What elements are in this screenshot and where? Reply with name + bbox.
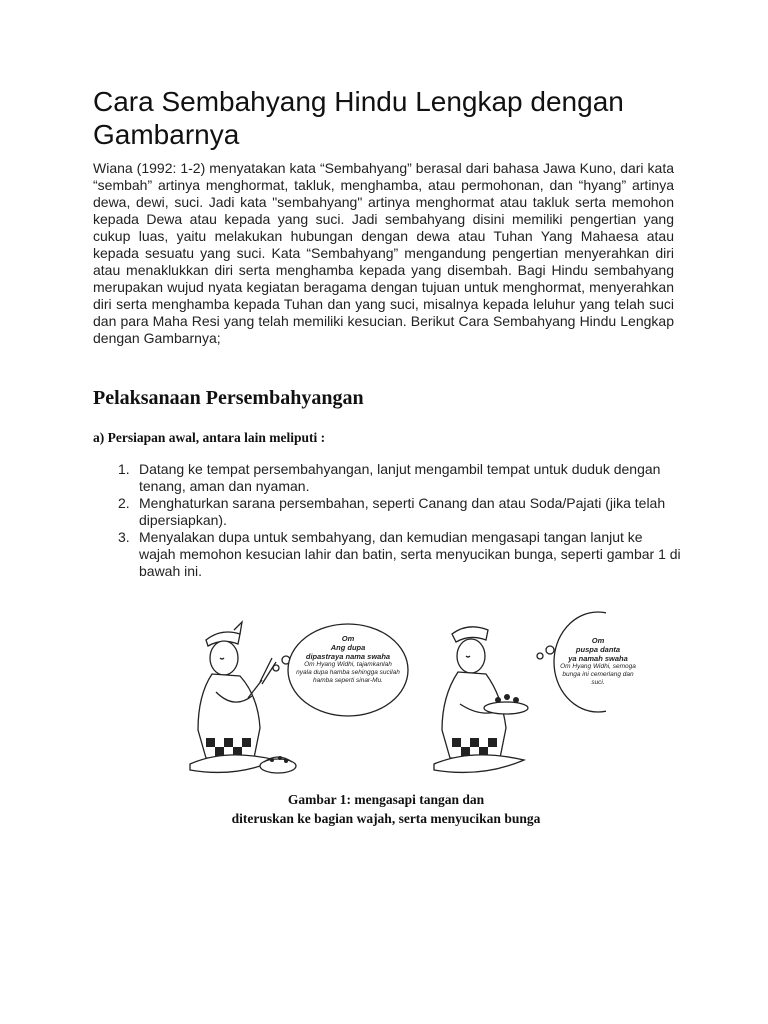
caption-line-1: Gambar 1: mengasapi tangan dan (287, 792, 485, 807)
section-heading: Pelaksanaan Persembahyangan (93, 387, 364, 409)
right-worshipper-drawing (434, 627, 528, 773)
right-mantra-meaning: Om Hyang Widhi, semoga bunga ini cemerlang dan suci. (560, 663, 636, 686)
list-number: 2. (118, 495, 130, 511)
list-item (93, 461, 683, 495)
left-bubble-text (296, 634, 400, 685)
steps-list (93, 461, 683, 580)
left-mantra-meaning: Om Hyang Widhi, tajamkanlah nyala dupa hamba sehingga sucilah hamba seperti sinar-Mu. (296, 661, 400, 684)
intro-paragraph: Wiana (1992: 1-2) menyatakan kata “Sembahyang” berasal dari bahasa Jawa Kuno, dari kata “sembah” artinya menghormat, takluk, menghamba, atau permohonan, dan “hyang” artinya dewa, dewi, suci. Jadi kata "sembahyang" artinya menghormat atau takluk serta memohon kepada Dewa atau kepada yang suci. Jadi sembahyang disini memiliki pengertian yang cukup luas, yaitu melakukan hubungan dengan dewa atau Tuhan Yang Mahaesa atau kepada sesuatu yang suci. Kata “Sembahyang” mengandung pengertian menyerahkan diri atau menaklukkan diri serta menghamba kepada yang disembah. Bagi Hindu sembahyang merupakan wujud nyata kegiatan beragama dengan tujuan untuk menghormat, menyerahkan diri serta menghamba kepada Tuhan dan yang suci, misalnya kepada leluhur yang telah suci dan para Maha Resi yang telah memiliki kesucian. Berikut Cara Sembahyang Hindu Lengkap dengan Gambarnya; (93, 160, 674, 346)
caption-line-2: diteruskan ke bagian wajah, serta menyucikan bunga (231, 811, 541, 826)
document-title: Cara Sembahyang Hindu Lengkap dengan Gambarnya (93, 86, 624, 150)
right-mantra-line-1: Om (591, 636, 605, 645)
right-mantra-line-2: puspa danta (575, 645, 621, 654)
list-item (93, 495, 683, 529)
figure-caption (176, 790, 596, 828)
list-item (93, 529, 683, 580)
list-item-text: Menghaturkan sarana persembahan, seperti Canang dan atau Soda/Pajati (jika telah dipersiapkan). (139, 495, 666, 528)
list-number: 1. (118, 461, 130, 477)
left-mantra-line-1: Om (341, 634, 355, 643)
right-mantra-line-3: ya namah swaha (568, 654, 628, 663)
left-mantra-line-3: dipastraya nama swaha (305, 652, 391, 661)
subheading: a) Persiapan awal, antara lain meliputi : (93, 430, 326, 445)
left-worshipper-drawing (190, 622, 296, 773)
list-number: 3. (118, 529, 130, 545)
list-item-text: Datang ke tempat persembahyangan, lanjut mengambil tempat untuk duduk dengan tenang, aman dan nyaman. (139, 461, 661, 494)
right-bubble-text (558, 636, 638, 687)
list-item-text: Menyalakan dupa untuk sembahyang, dan kemudian mengasapi tangan lanjut ke wajah memohon kesucian lahir dan batin, serta menyucikan bunga, seperti gambar 1 di bawah ini. (139, 529, 681, 579)
worship-illustration (176, 600, 606, 790)
left-mantra-line-2: Ang dupa (330, 643, 366, 652)
